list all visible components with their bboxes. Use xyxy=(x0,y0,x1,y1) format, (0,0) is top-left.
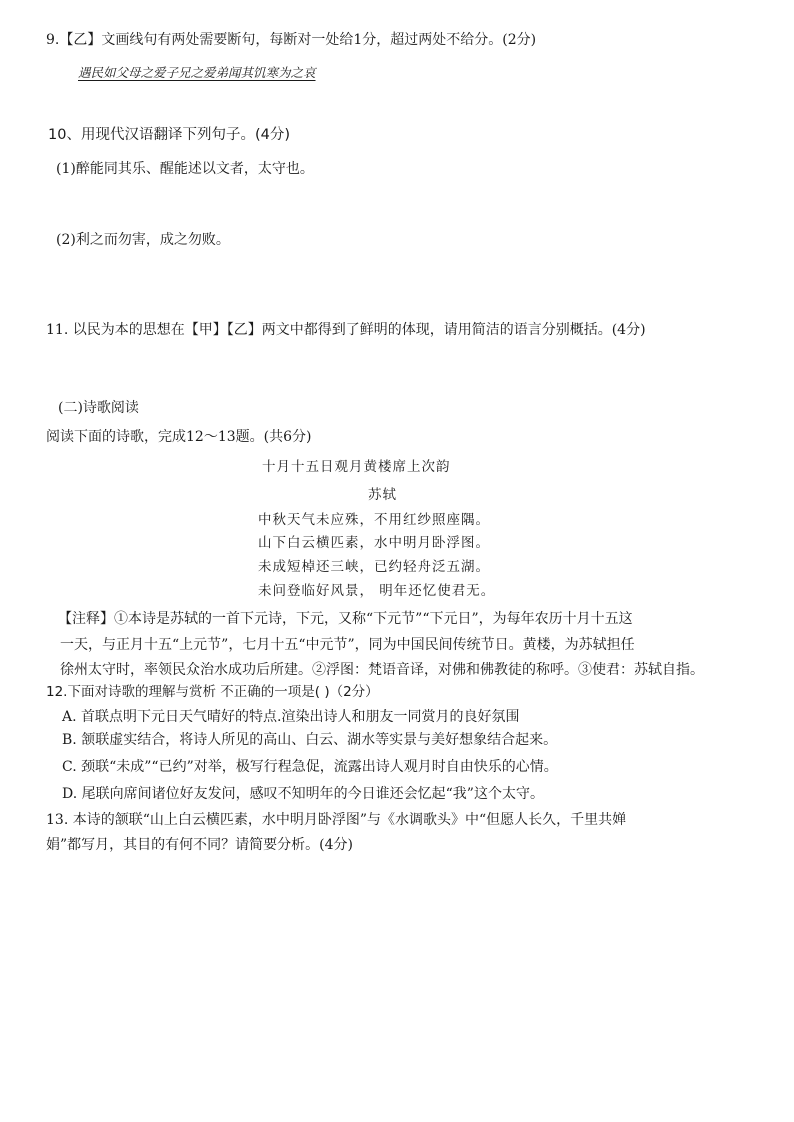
poem-title: 十月十五日观月黄楼席上次韵 xyxy=(262,459,451,475)
q12-option-a: A. 首联点明下元日天气晴好的特点.渲染出诗人和朋友一同赏月的良好氛围 xyxy=(62,709,520,725)
q12-stem: 12.下面对诗歌的理解与赏析 不正确的一项是( )（2分） xyxy=(46,684,379,700)
poem-line: 未问登临好风景， 明年还忆使君无。 xyxy=(258,583,496,599)
note-line: 【注释】①本诗是苏轼的一首下元诗，下元，又称“下元节”“下元日”，为每年农历十月十五这 xyxy=(58,611,633,627)
poem-line: 未成短棹还三峡，已约轻舟泛五湖。 xyxy=(258,559,490,575)
section-intro: 阅读下面的诗歌，完成12～13题。(共6分) xyxy=(46,429,312,445)
q9-text: 9.【乙】文画线句有两处需要断句，每断对一处给1分，超过两处不给分。(2分) xyxy=(46,32,537,48)
q12-option-b: B. 颔联虚实结合，将诗人所见的高山、白云、湖水等实景与美好想象结合起来。 xyxy=(62,732,558,748)
q13-line: 娟”都写月，其目的有何不同？请简要分析。(4分) xyxy=(46,837,353,853)
q11-text: 11. 以民为本的思想在【甲】【乙】两文中都得到了鲜明的体现，请用简洁的语言分别概括。(4分) xyxy=(46,322,646,338)
q12-option-c: C. 颈联“未成”“已约”对举，极写行程急促，流露出诗人观月时自由快乐的心情。 xyxy=(62,759,558,775)
section-heading: (二)诗歌阅读 xyxy=(58,400,139,416)
note-line: 一天，与正月十五“上元节”，七月十五“中元节”，同为中国民间传统节日。黄楼，为苏轼担任 xyxy=(60,637,635,653)
q10-sentence-1: (1)醉能同其乐、醒能述以文者，太守也。 xyxy=(56,161,314,177)
poem-author: 苏轼 xyxy=(368,487,397,503)
note-line: 徐州太守时，率领民众治水成功后所建。②浮图：梵语音译，对佛和佛教徒的称呼。③使君：苏轼自指。 xyxy=(60,662,704,678)
q12-option-d: D. 尾联向席间诸位好友发问，感叹不知明年的今日谁还会忆起“我”这个太守。 xyxy=(62,786,544,802)
q13-line: 13. 本诗的颔联“山上白云横匹素，水中明月卧浮图”与《水调歌头》中“但愿人长久，千里共婵 xyxy=(46,812,627,828)
q10-title: 10、用现代汉语翻译下列句子。(4分) xyxy=(48,127,290,143)
q10-sentence-2: (2)利之而勿害，成之勿败。 xyxy=(56,232,230,248)
poem-line: 山下白云横匹素，水中明月卧浮图。 xyxy=(258,535,490,551)
q9-underlined-sentence: 遇民如父母之爱子兄之爱弟闻其饥寒为之哀 xyxy=(78,65,316,80)
poem-line: 中秋天气未应殊，不用红纱照座隅。 xyxy=(258,512,490,528)
